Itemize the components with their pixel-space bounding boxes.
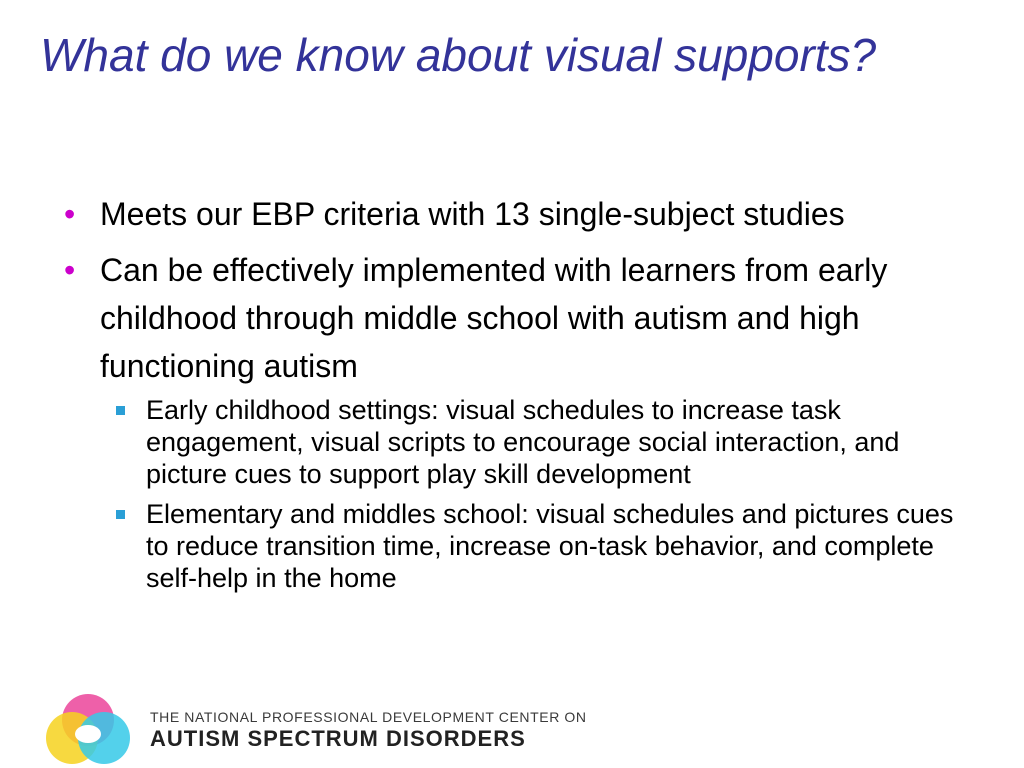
- logo-title: AUTISM SPECTRUM DISORDERS: [150, 726, 526, 751]
- logo-subtitle: THE NATIONAL PROFESSIONAL DEVELOPMENT CENTER ON: [150, 709, 587, 725]
- bullet-text: Can be effectively implemented with learners from early childhood through middle school with autism and high functioning autism: [100, 252, 888, 384]
- bullet-item: [60, 246, 980, 594]
- bullet-dot-icon: •: [64, 196, 76, 232]
- bullet-list: [60, 190, 980, 602]
- sub-bullet-item: [100, 498, 980, 594]
- slide-title: What do we know about visual supports?: [40, 29, 877, 81]
- bullet-text: Meets our EBP criteria with 13 single-subject studies: [100, 196, 845, 232]
- overlapping-circles-logo-icon: [40, 690, 140, 766]
- square-bullet-icon: [116, 406, 125, 415]
- bullet-item: [60, 190, 980, 238]
- sub-bullet-text: Early childhood settings: visual schedules to increase task engagement, visual scripts to encourage social interaction, and picture cues to support play skill development: [146, 395, 900, 489]
- sub-bullet-item: [100, 394, 980, 490]
- logo-center-ellipse: [75, 725, 101, 743]
- bullet-dot-icon: •: [64, 252, 76, 288]
- footer-logo: [40, 690, 660, 766]
- square-bullet-icon: [116, 510, 125, 519]
- sub-bullet-text: Elementary and middles school: visual schedules and pictures cues to reduce transition time, increase on-task behavior, and complete self-help in the home: [146, 499, 954, 593]
- sub-bullet-list: [100, 394, 980, 594]
